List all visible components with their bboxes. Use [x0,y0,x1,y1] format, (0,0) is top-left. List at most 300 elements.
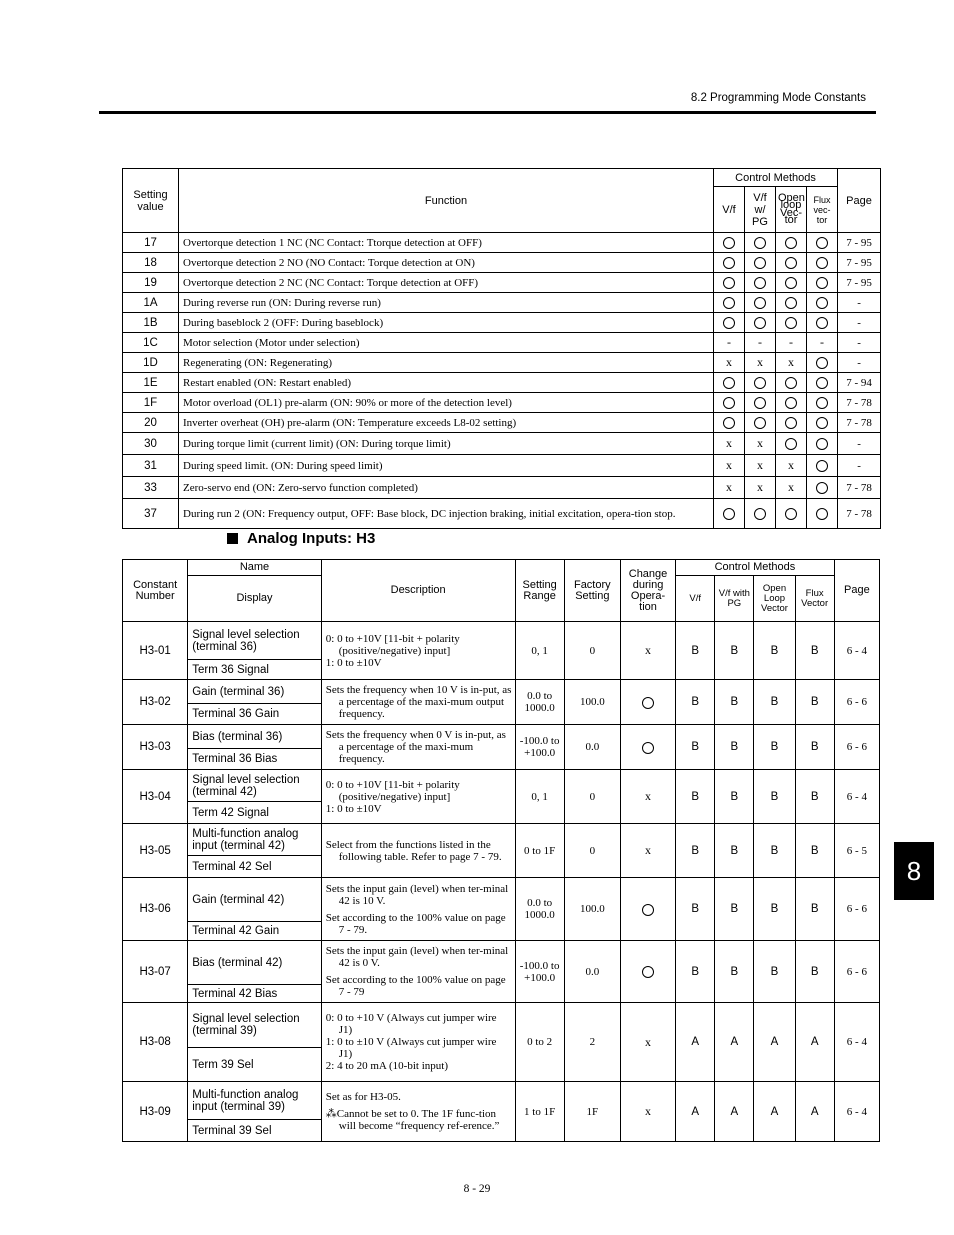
page-ref: 7 - 78 [838,413,881,433]
page-header: Page [838,169,881,233]
setting-range: 0.0 to 1000.0 [515,680,564,725]
circle-mark-icon [754,237,766,249]
display-name: Terminal 42 Sel [188,856,322,878]
vf-pg-mark [745,477,776,499]
circle-mark-icon [816,237,828,249]
name-header: Name [188,560,322,576]
page-ref: 6 - 4 [834,1003,879,1082]
table-row [123,393,881,413]
vf-pg-mark [745,293,776,313]
circle-mark-icon [816,297,828,309]
circle-mark-icon [785,257,797,269]
mark-text: x [645,643,652,657]
setting-value: 37 [123,499,179,529]
vf-with-pg-header: V/f with PG [715,576,754,622]
vf-pg-mark [745,353,776,373]
mark-text: x [788,480,794,494]
vf-access: B [676,770,715,824]
flux-vector-mark [807,353,838,373]
analog-inputs-table [122,559,880,1142]
circle-mark-icon [754,397,766,409]
circle-mark-icon [816,438,828,450]
change-during-operation [620,824,675,878]
table-row [123,455,881,477]
vf-pg-header: V/f w/ PG [745,187,776,233]
mark-text: x [788,355,794,369]
setting-value: 1B [123,313,179,333]
open-loop-mark [776,393,807,413]
open-loop-access: B [754,680,795,725]
open-loop-access: B [754,770,795,824]
setting-value: 1E [123,373,179,393]
circle-mark-icon [723,397,735,409]
function-text: During speed limit. (ON: During speed limit) [179,455,714,477]
flux-vector-mark [807,233,838,253]
function-text: Motor selection (Motor under selection) [179,333,714,353]
constant-number: H3-06 [123,878,188,941]
vf-mark [714,353,745,373]
open-loop-mark [776,253,807,273]
circle-mark-icon [816,357,828,369]
open-loop-vector-header: Open Loop Vector [754,576,795,622]
circle-mark-icon [723,297,735,309]
constant-number: H3-03 [123,725,188,770]
vf-mark [714,233,745,253]
setting-value: 20 [123,413,179,433]
circle-mark-icon [723,277,735,289]
flux-vector-access: B [795,824,834,878]
page-ref: 6 - 4 [834,622,879,680]
vf-mark [714,333,745,353]
description [321,878,515,941]
factory-setting: 2 [564,1003,620,1082]
vf-pg-access: B [715,725,754,770]
vf-pg-mark [745,413,776,433]
page-ref: 7 - 95 [838,233,881,253]
constant-name: Signal level selection (terminal 36) [188,622,322,660]
function-text: Motor overload (OL1) pre-alarm (ON: 90% or more of the detection level) [179,393,714,413]
mark-text: - [727,335,731,349]
constant-name: Multi-function analog input (terminal 39) [188,1082,322,1120]
page-ref: 6 - 6 [834,725,879,770]
open-loop-access: B [754,824,795,878]
circle-mark-icon [816,397,828,409]
constant-number: H3-07 [123,941,188,1003]
page-ref: 6 - 6 [834,878,879,941]
constant-name: Bias (terminal 36) [188,725,322,749]
setting-range: 0, 1 [515,770,564,824]
flux-vector-mark [807,477,838,499]
flux-vector-mark [807,313,838,333]
setting-value: 31 [123,455,179,477]
mark-text: x [645,1034,652,1049]
vf-pg-mark [745,333,776,353]
circle-mark-icon [816,277,828,289]
table-row [123,941,880,985]
constant-number: H3-09 [123,1082,188,1142]
vf-mark [714,393,745,413]
mark-text: - [758,335,762,349]
open-loop-mark [776,313,807,333]
page-ref: - [838,455,881,477]
setting-range: -100.0 to +100.0 [515,941,564,1003]
page-header: Page [834,560,879,622]
mark-text: x [757,355,763,369]
table-row [123,353,881,373]
mark-text: x [645,1104,652,1118]
description-line: 0: 0 to +10V [11-bit + polarity (positive/negative) input] [325,778,460,803]
table-row [123,273,881,293]
vf-pg-access: B [715,680,754,725]
mark-text: - [820,335,825,349]
vf-mark [714,499,745,529]
page-ref: 7 - 78 [838,477,881,499]
description-line: Set according to the 100% value on page 7 - 79. [325,911,506,936]
constant-number: H3-04 [123,770,188,824]
description-line: Select from the functions listed in the following table. Refer to page 7 - 79. [325,838,502,863]
circle-mark-icon [816,257,828,269]
open-loop-mark [776,273,807,293]
circle-mark-icon [816,508,828,520]
vf-pg-mark [745,273,776,293]
setting-value: 1C [123,333,179,353]
circle-mark-icon [642,966,654,978]
flux-vector-mark [807,433,838,455]
circle-mark-icon [816,460,828,472]
page-ref: 6 - 6 [834,941,879,1003]
table-row [123,725,880,749]
mark-text: x [757,436,763,450]
description [321,622,515,680]
vf-header: V/f [676,576,715,622]
vf-pg-mark [745,313,776,333]
circle-mark-icon [723,417,735,429]
display-name: Terminal 36 Gain [188,704,322,725]
open-loop-mark [776,455,807,477]
change-during-operation [620,941,675,1003]
header-rule [99,111,876,114]
table-row [123,373,881,393]
setting-value: 30 [123,433,179,455]
vf-pg-access: B [715,878,754,941]
description-line: 0: 0 to +10 V (Always cut jumper wire J1) [325,1012,497,1036]
setting-range: 1 to 1F [515,1082,564,1142]
page-number: 8 - 29 [463,1183,491,1195]
circle-mark-icon [642,742,654,754]
page-ref: - [838,433,881,455]
open-loop-mark [776,353,807,373]
vf-mark [714,313,745,333]
circle-mark-icon [754,417,766,429]
page-ref: 7 - 78 [838,393,881,413]
table-row [123,293,881,313]
flux-vector-mark [807,333,838,353]
description-line: Set according to the 100% value on page 7 - 79 [325,974,506,998]
vf-pg-access: A [715,1082,754,1142]
table-row [123,477,881,499]
flux-vector-mark [807,293,838,313]
change-during-operation [620,1003,675,1082]
constant-number-header: Constant Number [123,560,188,622]
constant-number: H3-05 [123,824,188,878]
control-methods-header: Control Methods [714,169,838,187]
table-row [123,413,881,433]
vf-pg-mark [745,455,776,477]
page-ref: 6 - 6 [834,680,879,725]
setting-range-header: Setting Range [515,560,564,622]
setting-range: 0 to 2 [515,1003,564,1082]
display-name: Terminal 42 Gain [188,922,322,941]
table-row [123,824,880,856]
open-loop-vector-header: Open loop Vec- tor [776,187,807,233]
circle-mark-icon [723,237,735,249]
flux-vector-mark [807,413,838,433]
mark-text: x [757,480,763,494]
vf-mark [714,455,745,477]
flux-vector-access: B [795,725,834,770]
circle-mark-icon [754,257,766,269]
description-line: 1: 0 to ±10V [325,802,382,815]
display-name: Terminal 39 Sel [188,1120,322,1142]
circle-mark-icon [754,508,766,520]
open-loop-access: A [754,1003,795,1082]
vf-pg-mark [745,253,776,273]
mark-text: x [757,458,763,472]
control-methods-header: Control Methods [676,560,835,576]
table-row [123,253,881,273]
table-row [123,1082,880,1120]
description [321,1003,515,1082]
description-line: 0: 0 to +10V [11-bit + polarity (positive/negative) input] [325,632,460,657]
vf-pg-access: B [715,824,754,878]
vf-mark [714,293,745,313]
factory-setting: 0.0 [564,941,620,1003]
circle-mark-icon [785,508,797,520]
page-ref: - [838,313,881,333]
vf-mark [714,413,745,433]
description-line: 1: 0 to ±10 V (Always cut jumper wire J1) [325,1036,497,1060]
page-ref: 6 - 4 [834,770,879,824]
vf-pg-access: B [715,941,754,1003]
circle-mark-icon [723,257,735,269]
setting-range: 0 to 1F [515,824,564,878]
vf-pg-mark [745,499,776,529]
circle-mark-icon [785,397,797,409]
flux-vector-mark [807,455,838,477]
constant-number: H3-01 [123,622,188,680]
change-during-operation [620,725,675,770]
function-text: Restart enabled (ON: Restart enabled) [179,373,714,393]
mark-text: x [788,458,794,472]
page-ref: 6 - 5 [834,824,879,878]
vf-pg-mark [745,233,776,253]
function-text: Inverter overheat (OH) pre-alarm (ON: Temperature exceeds L8-02 setting) [179,413,714,433]
description [321,824,515,878]
flux-vector-access: B [795,770,834,824]
constant-name: Multi-function analog input (terminal 42) [188,824,322,856]
change-during-operation [620,680,675,725]
page-ref: 7 - 95 [838,253,881,273]
description [321,1082,515,1142]
factory-setting: 100.0 [564,680,620,725]
display-header: Display [188,576,322,622]
circle-mark-icon [723,377,735,389]
function-header: Function [179,169,714,233]
square-bullet-icon [227,533,238,544]
function-text: Regenerating (ON: Regenerating) [179,353,714,373]
table-row [123,499,881,529]
vf-access: A [676,1003,715,1082]
flux-vector-mark [807,273,838,293]
circle-mark-icon [754,297,766,309]
change-during-operation-header: Change during Opera- tion [620,560,675,622]
description-line: ⁂Cannot be set to 0. The 1F func-tion will become “frequency ref-erence.” [325,1108,500,1132]
description-line: 2: 4 to 20 mA (10-bit input) [325,1060,448,1072]
description [321,770,515,824]
vf-mark [714,273,745,293]
constant-number: H3-02 [123,680,188,725]
table-row [123,313,881,333]
open-loop-mark [776,499,807,529]
function-text: During baseblock 2 (OFF: During baseblock) [179,313,714,333]
vf-pg-mark [745,433,776,455]
page-ref: 7 - 95 [838,273,881,293]
change-during-operation [620,622,675,680]
display-name: Term 36 Signal [188,660,322,680]
circle-mark-icon [816,377,828,389]
factory-setting-header: Factory Setting [564,560,620,622]
flux-vector-header: Flux Vector [795,576,834,622]
setting-value-header: Setting value [123,169,179,233]
section-title [227,530,375,547]
open-loop-mark [776,333,807,353]
page-ref: - [838,353,881,373]
change-during-operation [620,770,675,824]
function-text: During run 2 (ON: Frequency output, OFF: Base block, DC injection braking, initial excitation, opera-tion stop. [179,499,714,529]
vf-pg-access: B [715,770,754,824]
table-row [123,680,880,704]
table-row [123,333,881,353]
flux-vector-access: B [795,878,834,941]
page-ref: - [838,333,881,353]
circle-mark-icon [785,317,797,329]
open-loop-mark [776,433,807,455]
open-loop-mark [776,373,807,393]
mark-text: x [726,458,732,472]
vf-access: B [676,941,715,1003]
constant-name: Signal level selection (terminal 42) [188,770,322,802]
vf-pg-access: B [715,622,754,680]
description-line: Sets the input gain (level) when ter-minal 42 is 10 V. [325,882,509,907]
page-ref: - [838,293,881,313]
flux-vector-mark [807,499,838,529]
section-title-text: Analog Inputs: H3 [247,530,376,547]
description-line: 1: 0 to ±10V [325,656,382,669]
circle-mark-icon [785,277,797,289]
vf-pg-mark [745,373,776,393]
function-text: Overtorque detection 2 NC (NC Contact: Torque detection at OFF) [179,273,714,293]
open-loop-access: B [754,725,795,770]
table-row [123,233,881,253]
open-loop-mark [776,293,807,313]
function-text: Zero-servo end (ON: Zero-servo function completed) [179,477,714,499]
setting-range: 0, 1 [515,622,564,680]
description-header: Description [321,560,515,622]
circle-mark-icon [785,417,797,429]
vf-mark [714,433,745,455]
setting-value: 1A [123,293,179,313]
open-loop-access: B [754,941,795,1003]
setting-value: 18 [123,253,179,273]
circle-mark-icon [754,317,766,329]
flux-vector-access: B [795,941,834,1003]
table-row [123,878,880,922]
factory-setting: 1F [564,1082,620,1142]
display-name: Terminal 36 Bias [188,749,322,770]
circle-mark-icon [785,377,797,389]
page-ref: 6 - 4 [834,1082,879,1142]
table-row [123,770,880,802]
flux-vector-access: B [795,680,834,725]
mark-text: x [645,843,652,857]
vf-pg-access: A [715,1003,754,1082]
description [321,941,515,1003]
page-ref: 7 - 78 [838,499,881,529]
flux-vector-mark [807,393,838,413]
circle-mark-icon [816,317,828,329]
vf-access: B [676,622,715,680]
circle-mark-icon [816,482,828,494]
vf-pg-mark [745,393,776,413]
function-text: Overtorque detection 1 NC (NC Contact: Ttorque detection at OFF) [179,233,714,253]
factory-setting: 0.0 [564,725,620,770]
vf-access: A [676,1082,715,1142]
display-name: Term 42 Signal [188,802,322,824]
open-loop-access: A [754,1082,795,1142]
circle-mark-icon [816,417,828,429]
constant-name: Gain (terminal 36) [188,680,322,704]
flux-vector-access: A [795,1082,834,1142]
circle-mark-icon [723,508,735,520]
mark-text: x [726,355,732,369]
vf-mark [714,253,745,273]
vf-access: B [676,824,715,878]
mark-text: x [645,789,652,803]
circle-mark-icon [754,277,766,289]
setting-value: 19 [123,273,179,293]
flux-vector-mark [807,253,838,273]
circle-mark-icon [785,438,797,450]
flux-vector-mark [807,373,838,393]
flux-vector-header: Flux vec- tor [807,187,838,233]
flux-vector-access: A [795,1003,834,1082]
change-during-operation [620,1082,675,1142]
setting-value: 17 [123,233,179,253]
open-loop-access: B [754,878,795,941]
display-name: Terminal 42 Bias [188,985,322,1003]
setting-range: -100.0 to +100.0 [515,725,564,770]
setting-value: 1D [123,353,179,373]
running-header: 8.2 Programming Mode Constants [690,92,866,104]
description-line: Sets the input gain (level) when ter-minal 42 is 0 V. [325,945,509,969]
description [321,680,515,725]
page-ref: 7 - 94 [838,373,881,393]
circle-mark-icon [642,904,654,916]
constant-number: H3-08 [123,1003,188,1082]
open-loop-access: B [754,622,795,680]
mark-text: x [726,436,732,450]
vf-access: B [676,725,715,770]
